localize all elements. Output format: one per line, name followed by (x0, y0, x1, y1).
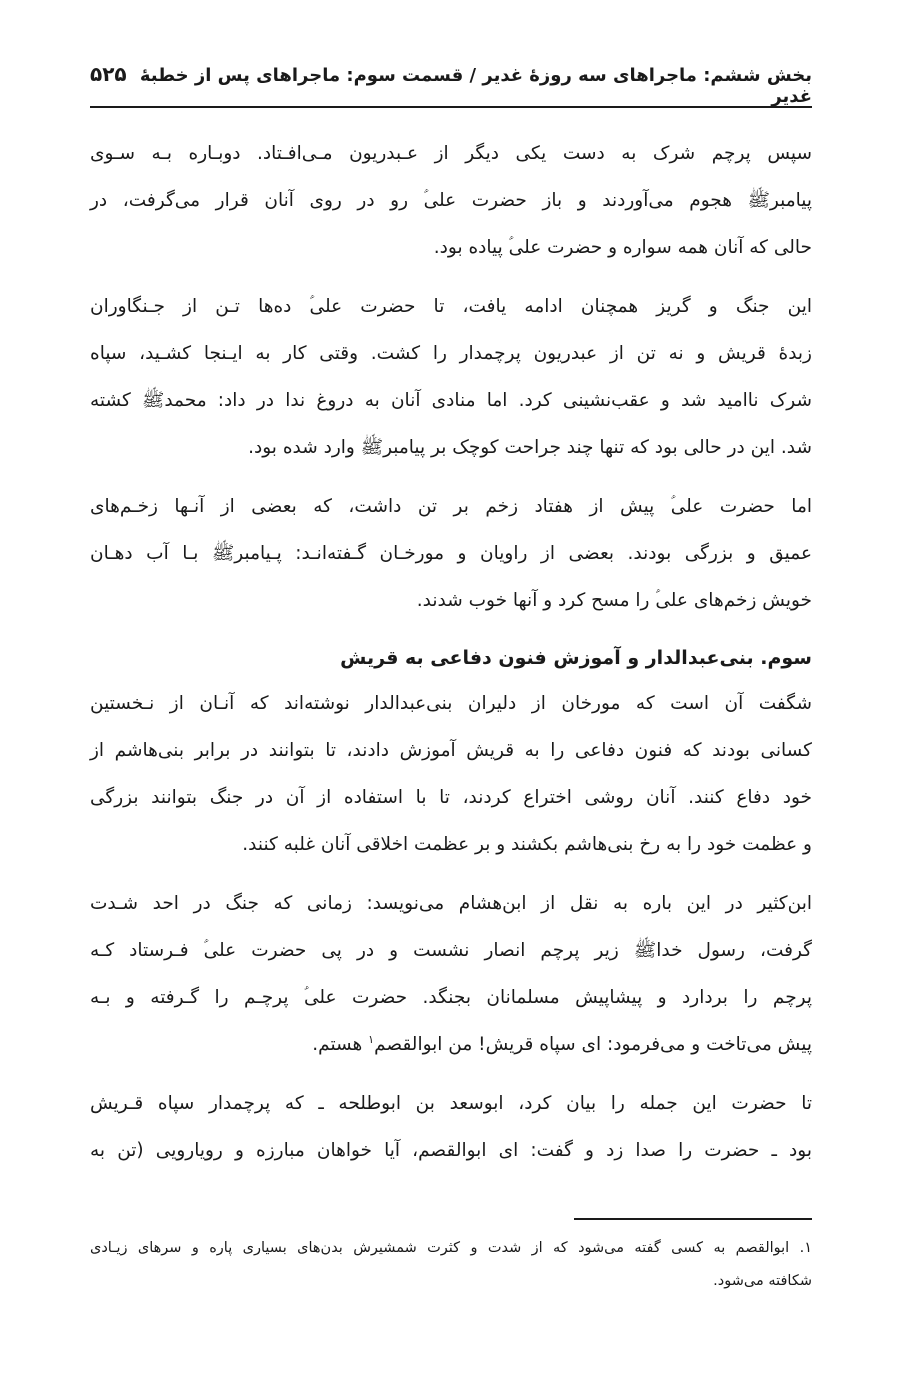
body-text (90, 130, 812, 1174)
text-line-segment: هستم. (312, 1034, 369, 1055)
paragraph (90, 680, 812, 868)
text-line: سپس پرچم شرک به دست یکی دیگر از عـبدریون مـی‌افـتاد. دوبـاره بـه سـوی (90, 143, 812, 164)
paragraph (90, 283, 812, 471)
page-number: ۵۲۵ (90, 62, 127, 86)
paragraph (90, 483, 812, 624)
book-page (90, 62, 812, 1289)
text-line: شرک ناامید شد و عقب‌نشینی کرد. اما منادی آنان به دروغ ندا در داد: محمدﷺ کشته (90, 390, 812, 411)
text-line (90, 1021, 812, 1068)
text-line: تا حضرت این جمله را بیان کرد، ابوسعد بن ابوطلحه ـ که پرچمدار سپاه قـریش (90, 1093, 812, 1114)
text-line: و عظمت خود را به رخ بنی‌هاشم بکشند و بر عظمت اخلاقی آنان غلبه کنند. (242, 834, 812, 855)
running-header (90, 62, 812, 108)
footnote-marker[interactable]: ۱ (368, 1032, 375, 1046)
running-header-title: بخش ششم: ماجراهای سه روزهٔ غدیر / قسمت سوم: ماجراهای پس از خطبهٔ غدیر (139, 65, 812, 107)
text-line: شد. این در حالی بود که تنها چند جراحت کوچک بر پیامبرﷺ وارد شده بود. (248, 437, 812, 458)
footnote-line: ۱. ابوالقصم به کسی گفته می‌شود که از شدت و کثرت شمشیرش بدن‌های بسیاری پاره و سرهای زیـادی (90, 1240, 812, 1256)
text-line: شگفت آن است که مورخان از دلیران بنی‌عبدالدار نوشته‌اند که آنـان از نـخستین (90, 693, 812, 714)
text-line: عمیق و بزرگی بودند. بعضی از راویان و مورخـان گـفته‌انـد: پـیامبرﷺ بـا آب دهـان (90, 543, 812, 564)
text-line-segment: پیش می‌تاخت و می‌فرمود: ای سپاه قریش! من ابوالقصم (374, 1034, 812, 1055)
text-line: این جنگ و گریز همچنان ادامه یافت، تا حضرت علی‌ؑ ده‌ها تـن از جـنگاوران (90, 296, 812, 317)
paragraph (90, 1080, 812, 1174)
text-line: زبدهٔ قریش و نه تن از عبدریون پرچمدار را کشت. وقتی کار به ایـنجا کشـید، سپاه (90, 343, 812, 364)
text-line: بود ـ حضرت را صدا زد و گفت: ای ابوالقصم، آیا خواهان مبارزه و رویارویی (تن به (90, 1140, 812, 1161)
text-line: پیامبرﷺ هجوم می‌آوردند و باز حضرت علی‌ؑ رو در روی آنان قرار می‌گرفت، در (90, 190, 812, 211)
paragraph (90, 130, 812, 271)
footnote (90, 1232, 812, 1298)
footnote-divider (574, 1218, 812, 1220)
text-line: خود دفاع کنند. آنان روشی اختراع کردند، تا با استفاده از آن در جنگ بتوانند بزرگی (90, 787, 812, 808)
paragraph (90, 880, 812, 1068)
text-line: خویش زخم‌های علی‌ؑ را مسح کرد و آنها خوب شدند. (416, 590, 812, 611)
text-line: پرچم را بردارد و پیشاپیش مسلمانان بجنگد. حضرت علی‌ؑ پرچـم را گـرفته و بـه (90, 987, 812, 1008)
text-line: اما حضرت علی‌ؑ پیش از هفتاد زخم بر تن داشت، که بعضی از آنـها زخـم‌های (90, 496, 812, 517)
section-heading: سوم. بنی‌عبدالدار و آموزش فنون دفاعی به قریش (340, 647, 812, 669)
text-line: حالی که آنان همه سواره و حضرت علی‌ؑ پیاده بود. (433, 237, 812, 258)
text-line: کسانی بودند که فنون دفاعی را به قریش آموزش دادند، تا بتوانند در برابر بنی‌هاشم از (90, 740, 812, 761)
text-line: ابن‌کثیر در این باره به نقل از ابن‌هشام می‌نویسد: زمانی که جنگ در احد شـدت (90, 893, 812, 914)
text-line: گرفت، رسول خداﷺ زیر پرچم انصار نشست و در پی حضرت علی‌ؑ فـرستاد کـه (90, 940, 812, 961)
footnote-line: شکافته می‌شود. (713, 1273, 812, 1289)
